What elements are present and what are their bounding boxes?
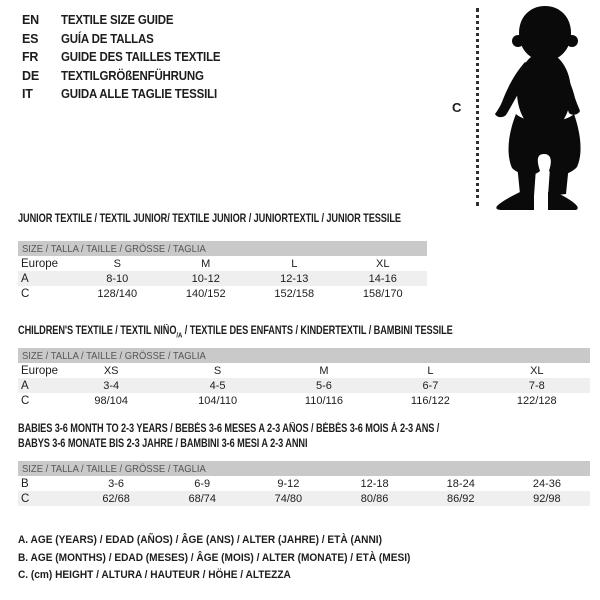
size-header-bar: [18, 348, 590, 363]
note-text: A. AGE (YEARS) / EDAD (AÑOS) / ÂGE (ANS) / ALTER (JAHRE) / ETÀ (ANNI): [18, 534, 382, 546]
language-list: [22, 11, 234, 104]
language-row: [22, 85, 234, 104]
size-cell: 158/170: [362, 287, 403, 300]
language-title: GUIDA ALLE TAGLIE TESSILI: [61, 87, 217, 101]
table-row-europe: [18, 256, 427, 271]
language-row: [22, 48, 234, 67]
table-row-age: [18, 271, 427, 286]
size-cell: 14-16: [368, 272, 397, 285]
size-cell: 140/152: [185, 287, 226, 300]
size-cell: XL: [530, 364, 544, 377]
language-title: TEXTILE SIZE GUIDE: [61, 13, 174, 27]
size-cell: 18-24: [446, 477, 475, 490]
size-cell: 3-6: [108, 477, 125, 490]
junior-section-title: [18, 212, 497, 227]
size-cell: 9-12: [277, 477, 300, 490]
babies-title-line2: BABYS 3-6 MONATE BIS 2-3 JAHRE / BAMBINI 3-6 MESI A 2-3 ANNI: [18, 438, 308, 450]
note-text: B. AGE (MONTHS) / EDAD (MESES) / ÂGE (MOIS) / ALTER (MONATE) / ETÀ (MESI): [18, 551, 411, 564]
babies-size-table: [18, 461, 590, 506]
row-label: A: [21, 379, 29, 392]
size-cell: 12-18: [360, 477, 389, 490]
language-row: [22, 67, 234, 86]
size-cell: 6-7: [422, 379, 439, 392]
size-cell: 110/116: [304, 394, 344, 407]
size-header-bar: [18, 241, 427, 256]
children-section-title: [18, 324, 561, 342]
height-measure-line: [476, 8, 479, 206]
size-cell: 128/140: [97, 287, 138, 300]
size-cell: M: [201, 257, 211, 270]
row-label: B: [21, 477, 29, 490]
row-label: C: [21, 394, 30, 407]
table-row-age: [18, 378, 590, 393]
size-cell: 92/98: [533, 492, 561, 505]
note-age-months: [18, 550, 445, 568]
size-cell: 6-9: [194, 477, 211, 490]
size-cell: 3-4: [103, 379, 120, 392]
language-code: IT: [22, 87, 33, 101]
children-title-sub: /A: [176, 330, 183, 340]
table-row-height: [18, 286, 427, 301]
row-label: Europe: [21, 364, 59, 377]
table-row-months: [18, 476, 590, 491]
height-label: C: [452, 100, 462, 115]
size-cell: 5-6: [316, 379, 332, 392]
note-text: C. (cm) HEIGHT / ALTURA / HAUTEUR / HÖHE / ALTEZZA: [18, 569, 291, 581]
size-cell: 62/68: [102, 492, 130, 505]
language-row: [22, 11, 234, 30]
size-cell: 12-13: [280, 272, 309, 285]
note-age-years: [18, 532, 445, 550]
table-row-height: [18, 393, 590, 408]
size-cell: 152/158: [274, 287, 315, 300]
size-cell: M: [319, 364, 329, 377]
size-cell: 4-5: [209, 379, 226, 392]
size-cell: 86/92: [446, 492, 475, 505]
size-cell: 104/110: [198, 394, 238, 407]
row-label: Europe: [21, 257, 59, 270]
language-title: GUÍA DE TALLAS: [61, 31, 154, 46]
language-title: TEXTILGRÖßENFÜHRUNG: [61, 68, 204, 83]
size-cell: XS: [103, 364, 119, 377]
size-header-label: SIZE / TALLA / TAILLE / GRÖSSE / TAGLIA: [22, 242, 206, 255]
size-cell: XL: [376, 257, 390, 270]
legend-notes: [18, 532, 445, 585]
size-cell: 122/128: [516, 394, 557, 407]
children-title-prefix: CHILDREN'S TEXTILE / TEXTIL NIÑO: [18, 325, 177, 337]
children-size-table: [18, 348, 590, 408]
language-code: DE: [22, 68, 39, 83]
note-height: [18, 567, 445, 585]
junior-size-table: [18, 241, 427, 301]
row-label: A: [21, 272, 29, 285]
size-cell: 8-10: [106, 272, 129, 285]
language-code: FR: [22, 50, 39, 64]
size-cell: 10-12: [191, 272, 220, 285]
children-title-text: [18, 324, 453, 342]
size-cell: S: [113, 257, 121, 270]
size-header-label: SIZE / TALLA / TAILLE / GRÖSSE / TAGLIA: [22, 462, 206, 475]
size-cell: 7-8: [528, 379, 545, 392]
babies-section-title: [18, 422, 545, 452]
language-row: [22, 30, 234, 49]
size-cell: 68/74: [188, 492, 216, 505]
baby-silhouette-icon: [492, 4, 598, 210]
size-header-label: SIZE / TALLA / TAILLE / GRÖSSE / TAGLIA: [22, 349, 206, 362]
size-cell: L: [291, 257, 298, 270]
table-row-height: [18, 491, 590, 506]
size-cell: 80/86: [360, 492, 389, 505]
row-label: C: [21, 492, 30, 505]
size-cell: 116/122: [410, 394, 450, 407]
language-code: ES: [22, 31, 39, 46]
size-cell: L: [427, 364, 434, 377]
junior-title-text: JUNIOR TEXTILE / TEXTIL JUNIOR/ TEXTILE JUNIOR / JUNIORTEXTIL / JUNIOR TESSILE: [18, 213, 401, 225]
babies-title-line1: BABIES 3-6 MONTH TO 2-3 YEARS / BEBÉS 3-6 MESES A 2-3 AÑOS / BÉBÉS 3-6 MOIS À 2-3 ANS /: [18, 423, 440, 435]
size-cell: S: [213, 364, 222, 377]
language-title: GUIDE DES TAILLES TEXTILE: [61, 50, 221, 64]
table-row-europe: [18, 363, 590, 378]
size-cell: 98/104: [94, 394, 129, 407]
children-title-suffix: / TEXTILE DES ENFANTS / KINDERTEXTIL / BAMBINI TESSILE: [182, 325, 453, 337]
size-header-bar: [18, 461, 590, 476]
language-code: EN: [22, 13, 39, 27]
size-cell: 24-36: [532, 477, 561, 490]
size-cell: 74/80: [274, 492, 303, 505]
row-label: C: [21, 287, 30, 300]
